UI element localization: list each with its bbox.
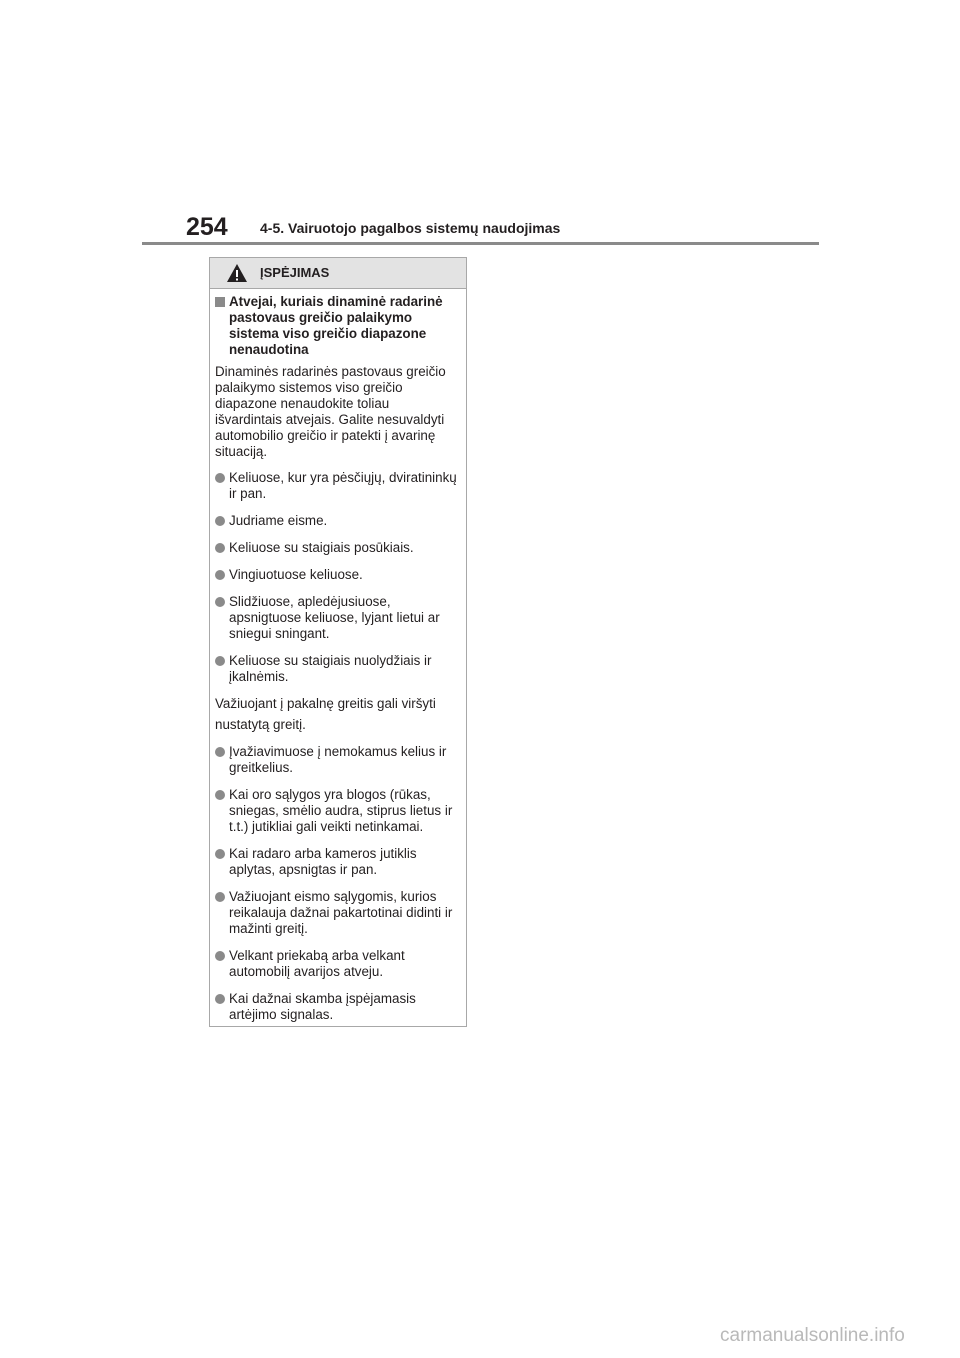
list-item — [215, 540, 457, 556]
warning-body — [210, 289, 466, 1023]
square-bullet-icon — [215, 297, 225, 307]
bullet-dot-icon — [215, 570, 225, 580]
list-item-text: Vingiuotuose keliuose. — [229, 567, 363, 582]
bullet-dot-icon — [215, 951, 225, 961]
list-item — [215, 653, 457, 685]
list-item-text: Kai oro sąlygos yra blogos (rūkas, sniegas, smėlio audra, stiprus lietus ir t.t.) jutikliai gali veikti netinkamai. — [229, 787, 453, 834]
list-item — [215, 787, 457, 835]
warning-triangle-icon — [226, 263, 248, 283]
bullet-dot-icon — [215, 994, 225, 1004]
watermark: carmanualsonline.info — [720, 1325, 905, 1346]
list-item-text: Keliuose su staigiais posūkiais. — [229, 540, 414, 555]
list-item-text: Įvažiavimuose į nemokamus kelius ir greitkelius. — [229, 744, 447, 775]
list-item — [215, 846, 457, 878]
bullet-dot-icon — [215, 656, 225, 666]
page-number: 254 — [186, 213, 228, 241]
warning-intro: Dinaminės radarinės pastovaus greičio palaikymo sistemos viso greičio diapazone nenaudokite toliau išvardintais atvejais. Galite nesuvaldyti automobilio greičio ir patekti į avarinę situaciją. — [215, 364, 446, 459]
bullet-dot-icon — [215, 543, 225, 553]
bullet-dot-icon — [215, 849, 225, 859]
list-item-text: Kai radaro arba kameros jutiklis aplytas, apsnigtas ir pan. — [229, 846, 417, 877]
bullet-dot-icon — [215, 516, 225, 526]
bullet-dot-icon — [215, 597, 225, 607]
warning-header — [210, 258, 466, 289]
list-item — [215, 744, 457, 776]
bullet-dot-icon — [215, 747, 225, 757]
list-item — [215, 948, 457, 980]
list-item-text: Velkant priekabą arba velkant automobilį avarijos atveju. — [229, 948, 405, 979]
page-header — [142, 212, 819, 246]
bullet-dot-icon — [215, 892, 225, 902]
list-item — [215, 513, 457, 529]
list-item — [215, 567, 457, 583]
bullet-dot-icon — [215, 473, 225, 483]
list-item-text: Judriame eisme. — [229, 513, 328, 528]
warning-title: ĮSPĖJIMAS — [260, 265, 330, 280]
list-item-text: Kai dažnai skamba įspėjamasis artėjimo signalas. — [229, 991, 416, 1022]
list-item-text: Slidžiuose, apledėjusiuose, apsnigtuose keliuose, lyjant lietui ar sniegui sningant. — [229, 594, 440, 641]
list-item — [215, 991, 457, 1023]
list-item — [215, 470, 457, 502]
warning-note: Važiuojant į pakalnę greitis gali viršyti nustatytą greitį. — [215, 696, 436, 732]
warning-box — [209, 257, 467, 1027]
header-rule — [142, 242, 819, 245]
list-item-text: Keliuose su staigiais nuolydžiais ir įkalnėmis. — [229, 653, 432, 684]
warning-subheading — [215, 294, 457, 358]
list-item-text: Keliuose, kur yra pėsčiųjų, dviratininkų ir pan. — [229, 470, 457, 501]
list-item — [215, 594, 457, 642]
warning-subheading-text: Atvejai, kuriais dinaminė radarinė pastovaus greičio palaikymo sistema viso greičio diapazone nenaudotina — [229, 294, 443, 357]
list-item — [215, 889, 457, 937]
section-title: 4-5. Vairuotojo pagalbos sistemų naudojimas — [260, 220, 561, 236]
bullet-dot-icon — [215, 790, 225, 800]
list-item-text: Važiuojant eismo sąlygomis, kurios reikalauja dažnai pakartotinai didinti ir mažinti greitį. — [229, 889, 453, 936]
